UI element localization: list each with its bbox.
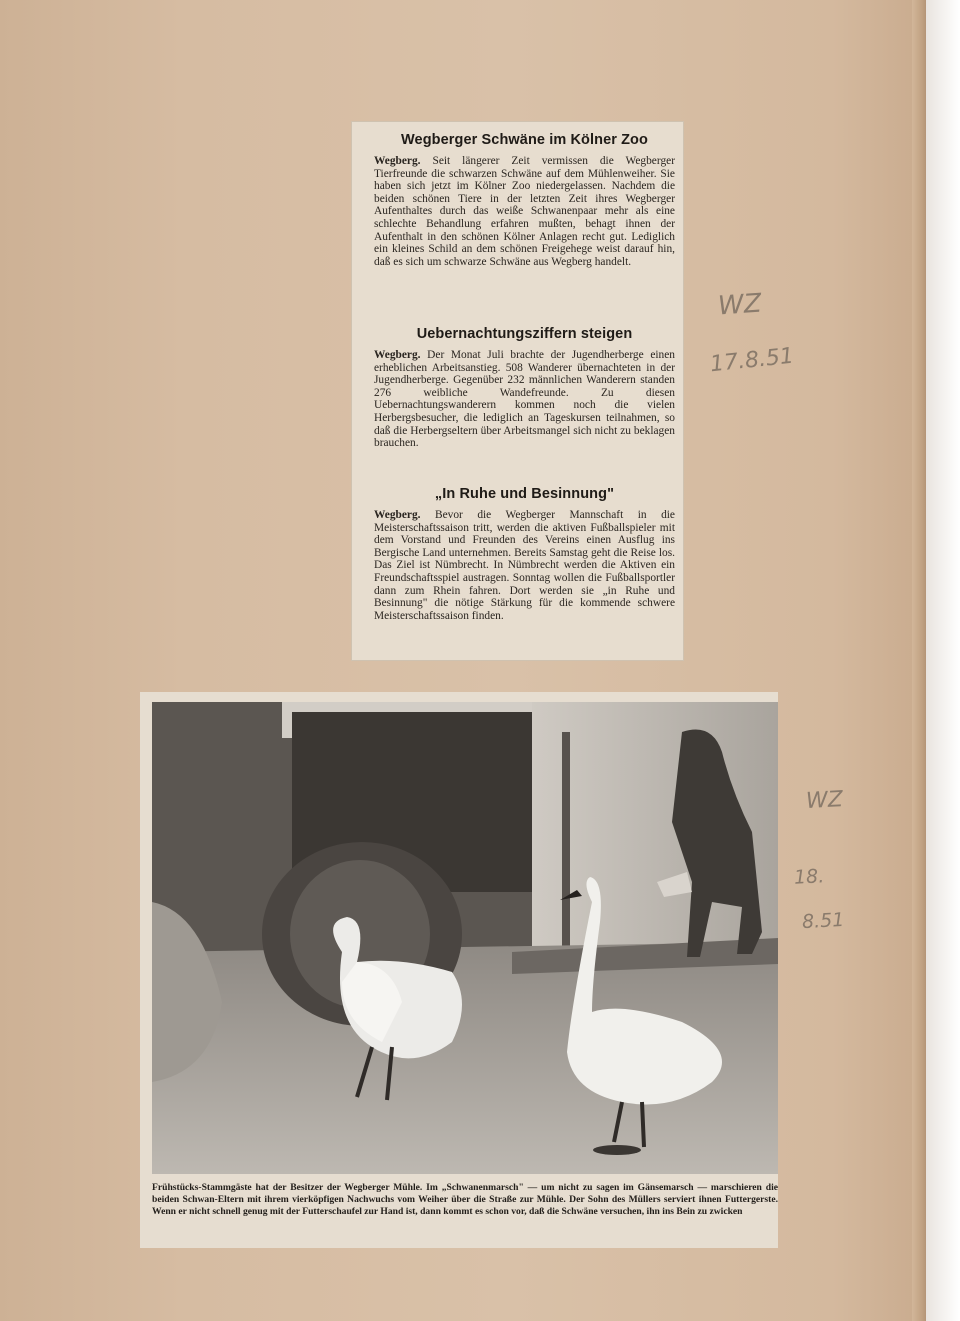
article-place: Wegberg. [374,155,421,167]
article-place: Wegberg. [374,509,421,521]
newspaper-clipping [352,122,683,660]
article-headline: „In Ruhe und Besinnung" [434,486,615,502]
swan-photo [152,702,778,1174]
article-headline: Wegberger Schwäne im Kölner Zoo [401,132,648,148]
article-schwaene [374,132,675,268]
article-body [374,509,675,622]
handwritten-date: 8.51 [801,908,845,934]
photo-caption: Frühstücks-Stammgäste hat der Besitzer der Wegberger Mühle. Im „Schwanenmarsch" — um nicht zu sagen im Gänsemarsch — marschieren die beiden Schwan-Eltern mit ihrem vierköpfigen Nachwuchs vom Weiher über die Straße zur Mühle. Der Sohn des Müllers serviert ihnen Futtergerste. Wenn er nicht schnell genug mit der Futterschaufel zur Hand ist, dann kommt es schon vor, daß die Schwäne versuchen, ihn ins Bein zu zwicken [152,1182,778,1218]
handwritten-note: WZ [805,787,844,814]
handwritten-date: 18. [793,865,825,889]
photo-clipping [140,692,778,1248]
article-uebernachtung [374,326,675,450]
handwritten-date: 17.8.51 [708,343,796,378]
article-text: Der Monat Juli brachte der Jugendherberge einen erheblichen Arbeitsanstieg. 508 Wanderer übernachteten in der Jugendherberge. Gegenüber 232 männlichen Wanderern standen 276 weibliche Wandefreunde. Zu diesen Uebernachtungswanderern kommen noch die vielen Herbergsbesucher, die lediglich an Tageskursen teilnahmen, so daß die Herbergseltern über Arbeitsmangel sich nicht zu beklagen brauchen. [374,349,675,450]
article-text: Bevor die Wegberger Mannschaft in die Meisterschaftssaison tritt, werden die aktiven Fußballspieler mit dem Vorstand und Freunden des Vereins einen Ausflug ins Bergische Land unternehmen. Bereits Samstag geht die Reise los. Das Ziel ist Nümbrecht. In Nümbrecht werden die Aktiven ein Freundschaftsspiel austragen. Sonntag wollen die Fußballsportler dann zum Rhein fahren. Dort werden sie „in Ruhe und Besinnung" die nötige Stärkung für die kommende schwere Meisterschaftssaison finden. [374,509,675,622]
handwritten-note: WZ [717,288,763,322]
article-body [374,349,675,450]
article-body [374,155,675,268]
article-place: Wegberg. [374,349,421,361]
article-text: Seit längerer Zeit vermissen die Wegberger Tierfreunde die schwarzen Schwäne auf dem Mühlenweiher. Sie haben sich jetzt im Kölner Zoo niedergelassen. Nachdem die beiden schönen Tiere in der letzten Zeit ihres Wegberger Aufenthaltes durch das weiße Schwanenpaar mehr als eine schlechte Behandlung erfahren mußten, behagt ihnen der Aufenthalt in den schönen Kölner Anlagen recht gut. Lediglich ein kleines Schild an dem schönen Freigehege weist darauf hin, daß es sich um schwarze Schwäne aus Wegberg handelt. [374,155,675,268]
page-margin [926,0,960,1321]
article-headline: Uebernachtungsziffern steigen [416,326,633,342]
page-edge [912,0,926,1321]
swan-photo-image [152,702,778,1174]
article-ruhe-besinnung [374,486,675,622]
